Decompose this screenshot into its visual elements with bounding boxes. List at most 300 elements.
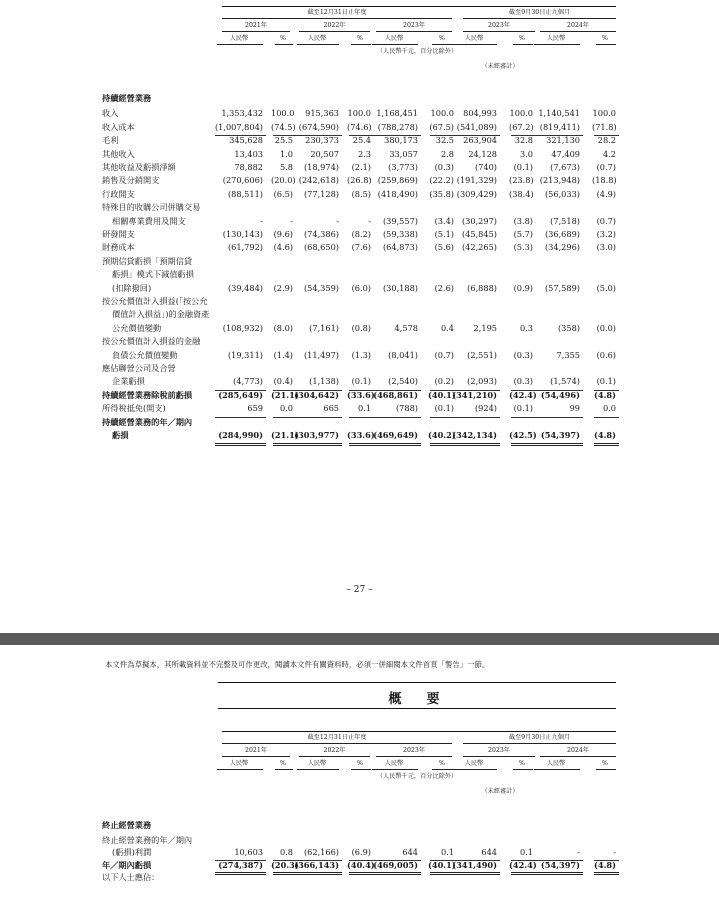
total-rule — [532, 443, 583, 446]
column-head-rule — [513, 44, 533, 45]
table-cell: 99 — [569, 403, 580, 414]
table-cell: 7,355 — [556, 349, 580, 360]
table-cell: (3.2) — [596, 229, 616, 239]
table-cell: 345,628 — [229, 135, 263, 146]
row-label: 終止經營業務的年／期內 — [102, 834, 193, 845]
total-rule — [273, 443, 296, 446]
table-cell: (924) — [474, 403, 497, 414]
table-cell: - — [336, 215, 339, 226]
total-rule — [215, 872, 266, 875]
table-cell: (213,948) — [539, 175, 580, 186]
row-label: 收入成本 — [102, 121, 135, 132]
table-cell: (42.4) — [509, 859, 537, 870]
row-label: 年／期內虧損 — [102, 859, 152, 870]
year-label: 2024年 — [567, 747, 589, 754]
table-cell: (74.5) — [271, 121, 296, 132]
total-rule — [370, 443, 421, 446]
row-label: 收入 — [102, 108, 119, 119]
table-cell: 47,409 — [551, 148, 580, 159]
table-cell: (788,278) — [377, 121, 418, 132]
table-cell: (35.8) — [429, 188, 454, 199]
subtotal-rule — [295, 417, 342, 418]
table-cell: (0.1) — [513, 162, 533, 172]
table-cell: (4.8) — [594, 859, 616, 870]
table-cell: (62,166) — [303, 847, 339, 858]
row-label: 其他收益及虧損淨額 — [102, 162, 176, 172]
year-rule — [222, 31, 290, 32]
table-cell: (285,649) — [218, 389, 263, 400]
table-cell: 33,057 — [389, 148, 418, 159]
table-cell: (18,974) — [303, 162, 339, 172]
table-cell: 3.0 — [519, 148, 533, 159]
table-cell: (74,386) — [303, 229, 339, 239]
table-cell: 24,128 — [468, 148, 497, 159]
total-rule — [451, 872, 500, 875]
total-rule — [532, 872, 583, 875]
header-rule — [222, 731, 616, 732]
table-cell: 20,507 — [310, 148, 339, 159]
subtotal-rule — [451, 417, 500, 418]
table-cell: (1,138) — [309, 376, 339, 387]
column-head: 人民幣 — [546, 35, 566, 42]
column-head-rule — [432, 769, 454, 770]
column-head: % — [439, 760, 445, 767]
period-fy-label: 截至12月31日止年度 — [307, 734, 367, 741]
column-head-rule — [534, 44, 580, 45]
units-note: （人民幣千元，百分比除外） — [376, 48, 458, 55]
column-head: 人民幣 — [384, 760, 404, 767]
table-cell: (67.2) — [509, 121, 534, 132]
period-9m-rule — [463, 18, 616, 19]
table-cell: 5.8 — [279, 162, 293, 172]
table-cell: (0.3) — [434, 162, 454, 172]
table-cell: 644 — [481, 847, 497, 858]
table-cell: (270,606) — [222, 175, 263, 186]
year-rule — [222, 756, 290, 757]
table-cell: (541,089) — [456, 121, 497, 132]
table-cell: (1,574) — [550, 376, 580, 387]
table-cell: (42,265) — [461, 242, 497, 253]
table-cell: (36,689) — [544, 229, 580, 239]
table-cell: 230,373 — [305, 135, 339, 146]
table-cell: (469,649) — [373, 430, 418, 440]
table-cell: (40.2) — [428, 430, 456, 440]
table-cell: (0.1) — [513, 403, 533, 414]
table-cell: (54,359) — [303, 282, 339, 293]
table-cell: (71.8) — [592, 121, 617, 132]
table-cell: (30,188) — [382, 282, 418, 293]
column-head-rule — [217, 44, 263, 45]
column-head-rule — [372, 769, 418, 770]
table-cell: (284,990) — [218, 430, 263, 440]
table-cell: (309,429) — [456, 188, 497, 199]
year-label: 2023年 — [403, 747, 425, 754]
column-head-rule — [275, 769, 293, 770]
total-rule — [594, 443, 619, 446]
table-cell: (61,792) — [227, 242, 263, 253]
table-cell: (59,338) — [382, 229, 418, 239]
table-cell: (4.9) — [596, 188, 616, 199]
column-head: % — [280, 35, 286, 42]
table-cell: (6.9) — [351, 847, 371, 858]
table-cell: 100.0 — [430, 108, 454, 119]
table-cell: (5.6) — [434, 242, 454, 253]
column-head-rule — [596, 769, 616, 770]
table-cell: (5.7) — [513, 229, 533, 239]
table-cell: (1.3) — [351, 349, 371, 360]
total-rule — [370, 872, 421, 875]
year-label: 2022年 — [323, 747, 346, 754]
table-cell: (30,297) — [461, 215, 497, 226]
column-head: % — [519, 35, 525, 42]
table-cell: (0.4) — [273, 376, 293, 387]
section-heading: 終止經營業務 — [102, 820, 152, 830]
row-label: 公允價值變動 — [112, 322, 162, 333]
year-rule — [376, 756, 452, 757]
column-head: % — [280, 760, 286, 767]
table-cell: - — [260, 215, 263, 226]
row-label: 價值計入損益」)的金融資產 — [112, 309, 210, 320]
header-rule — [222, 6, 616, 7]
subtotal-rule — [215, 417, 266, 418]
year-rule — [376, 31, 452, 32]
table-cell: (0.0) — [596, 322, 616, 333]
table-cell: 100.0 — [347, 108, 371, 119]
row-label: (扣除撥回) — [112, 282, 152, 293]
total-rule — [295, 443, 342, 446]
year-label: 2024年 — [567, 22, 589, 29]
table-cell: 25.5 — [274, 135, 293, 146]
column-head-rule — [432, 44, 454, 45]
table-cell: (469,005) — [373, 859, 418, 870]
column-head-rule — [453, 44, 497, 45]
table-cell: (0.1) — [434, 403, 454, 414]
table-cell: 0.0 — [602, 403, 616, 414]
table-cell: (2.9) — [273, 282, 293, 293]
table-cell: 804,993 — [463, 108, 497, 119]
table-cell: (7,673) — [550, 162, 580, 172]
row-label: 持續經營業務的年／期內 — [102, 416, 193, 427]
table-cell: 100.0 — [592, 108, 616, 119]
table-cell: (468,861) — [373, 389, 418, 400]
unaudited-note: （未經審計） — [481, 63, 519, 70]
table-cell: (7,161) — [309, 322, 339, 333]
table-cell: - — [368, 215, 371, 226]
column-head-rule — [351, 769, 371, 770]
table-cell: (19,311) — [227, 349, 263, 360]
table-cell: (366,143) — [294, 859, 339, 870]
row-label: 預期信貸虧損「預期信貸 — [102, 255, 193, 266]
table-cell: (34,296) — [544, 242, 580, 253]
subtotal-rule — [594, 417, 619, 418]
column-head: 人民幣 — [307, 760, 327, 767]
table-cell: 0.1 — [519, 847, 533, 858]
table-cell: (740) — [474, 162, 497, 172]
table-cell: (0.2) — [434, 376, 454, 387]
row-label: 毛利 — [102, 135, 119, 146]
table-cell: (68,650) — [303, 242, 339, 253]
year-rule — [299, 31, 370, 32]
year-rule — [540, 31, 616, 32]
row-label: 特殊目的收購公司併購交易 — [102, 202, 201, 213]
total-rule — [295, 872, 342, 875]
table-cell: (4.6) — [273, 242, 293, 253]
table-cell: (56,033) — [544, 188, 580, 199]
table-cell: (18.8) — [592, 175, 617, 186]
table-cell: (64,873) — [382, 242, 418, 253]
row-label: 持續經營業務除稅前虧損 — [102, 389, 193, 400]
table-cell: (303,977) — [294, 430, 339, 440]
table-cell: (54,397) — [540, 859, 580, 870]
table-cell: 659 — [247, 403, 263, 414]
table-cell: 10,603 — [234, 847, 263, 858]
table-cell: (0.3) — [513, 349, 533, 360]
table-cell: 380,173 — [384, 135, 418, 146]
row-label: 財務成本 — [102, 242, 135, 253]
table-cell: 263,904 — [463, 135, 497, 146]
table-cell: (0.6) — [596, 349, 616, 360]
period-9m-label: 截至9月30日止九個月 — [508, 9, 571, 16]
title-rule-top — [218, 682, 616, 683]
units-note: （人民幣千元，百分比除外） — [376, 773, 458, 780]
table-cell: (191,329) — [456, 175, 497, 186]
subtotal-rule — [532, 417, 583, 418]
table-cell: 32.5 — [435, 135, 454, 146]
table-cell: 2.8 — [440, 148, 454, 159]
table-cell: 0.0 — [279, 403, 293, 414]
period-fy-rule — [222, 18, 452, 19]
table-cell: (8.5) — [351, 188, 371, 199]
subtotal-rule — [273, 417, 296, 418]
table-cell: 4,578 — [394, 322, 418, 333]
title-rule-bottom — [218, 708, 616, 709]
year-rule — [463, 756, 535, 757]
table-cell: (40.1) — [428, 389, 456, 400]
column-head: 人民幣 — [307, 35, 327, 42]
table-cell: (0.9) — [513, 282, 533, 293]
table-cell: (54,397) — [540, 430, 580, 440]
table-cell: (0.7) — [596, 215, 616, 226]
row-label: 銷售及分銷開支 — [102, 175, 160, 186]
table-cell: (819,411) — [539, 121, 580, 132]
table-cell: (20.0) — [271, 175, 296, 186]
row-label: 以下人士應佔： — [102, 872, 160, 883]
table-cell: (342,134) — [452, 430, 497, 440]
table-cell: 2,195 — [473, 322, 497, 333]
table-cell: (6.5) — [273, 188, 293, 199]
table-cell: (39,557) — [382, 215, 418, 226]
column-head-rule — [297, 44, 339, 45]
table-cell: (40.1) — [428, 859, 456, 870]
year-label: 2021年 — [245, 747, 267, 754]
period-9m-label: 截至9月30日止九個月 — [508, 734, 571, 741]
row-label: (虧損)利潤 — [112, 847, 152, 858]
column-head: 人民幣 — [384, 35, 404, 42]
table-cell: (3.0) — [596, 242, 616, 253]
table-cell: (42.5) — [509, 430, 537, 440]
period-9m-rule — [463, 743, 616, 744]
table-cell: (674,590) — [298, 121, 339, 132]
table-cell: (7,518) — [550, 215, 580, 226]
column-head-rule — [351, 44, 371, 45]
table-cell: 13,403 — [234, 148, 263, 159]
column-head: 人民幣 — [464, 760, 484, 767]
table-cell: 665 — [323, 403, 339, 414]
table-cell: 78,882 — [234, 162, 263, 172]
page-title: 概 要 — [388, 692, 446, 707]
table-cell: 1.0 — [279, 148, 293, 159]
table-cell: (67.5) — [429, 121, 454, 132]
row-label: 行政開支 — [102, 188, 135, 199]
column-head: 人民幣 — [229, 35, 249, 42]
table-cell: (1.4) — [273, 349, 293, 360]
column-head-rule — [596, 44, 616, 45]
column-head: % — [602, 35, 608, 42]
table-cell: (40.4) — [347, 859, 375, 870]
table-cell: (3.8) — [513, 215, 533, 226]
table-cell: 32.8 — [514, 135, 533, 146]
year-rule — [299, 756, 370, 757]
row-label: 企業虧損 — [112, 376, 145, 387]
table-cell: 321,130 — [546, 135, 580, 146]
table-cell: (341,490) — [452, 859, 497, 870]
row-label: 按公允價值計入損益的金融 — [102, 336, 201, 347]
table-cell: (22.2) — [429, 175, 454, 186]
table-cell: (3.4) — [434, 215, 454, 226]
year-label: 2021年 — [245, 22, 267, 29]
column-head: % — [439, 35, 445, 42]
table-cell: 100.0 — [509, 108, 533, 119]
table-cell: (39,484) — [227, 282, 263, 293]
table-cell: (2,093) — [467, 376, 497, 387]
table-cell: (259,869) — [377, 175, 418, 186]
section-heading: 持續經營業務 — [102, 93, 152, 103]
unaudited-note: （未經審計） — [481, 788, 519, 795]
table-cell: (0.1) — [596, 376, 616, 387]
table-cell: (2.1) — [351, 162, 371, 172]
year-rule — [463, 31, 535, 32]
table-cell: (9.6) — [273, 229, 293, 239]
period-fy-label: 截至12月31日止年度 — [307, 9, 367, 16]
table-cell: (0.7) — [596, 162, 616, 172]
table-cell: (8,041) — [388, 349, 418, 360]
document-page-summary — [0, 645, 719, 902]
table-cell: 100.0 — [271, 108, 295, 119]
row-label: 其他收入 — [102, 148, 135, 159]
row-label: 相關專業費用及開支 — [112, 215, 186, 226]
table-cell: 915,363 — [305, 108, 339, 119]
table-cell: (77,128) — [303, 188, 339, 199]
table-cell: (6,888) — [467, 282, 497, 293]
year-label: 2023年 — [488, 747, 510, 754]
total-rule — [451, 443, 500, 446]
table-cell: 1,168,451 — [376, 108, 418, 119]
row-label: 按公允價值計入損益(「按公允 — [102, 296, 208, 306]
column-head: % — [357, 760, 363, 767]
draft-notice: 本文件為草擬本，其所載資料並不完整及可作更改，閱讀本文件有關資料時，必須一併細閱本文件首頁「警告」一節。 — [105, 660, 490, 669]
table-cell: (5.3) — [513, 242, 533, 253]
table-cell: (341,210) — [452, 389, 497, 400]
total-rule — [273, 872, 296, 875]
page-separator — [0, 633, 719, 645]
table-cell: 28.2 — [597, 135, 616, 146]
total-rule — [594, 872, 619, 875]
table-cell: (4.8) — [594, 430, 616, 440]
table-cell: (0.7) — [434, 349, 454, 360]
table-cell: (304,642) — [294, 389, 339, 400]
table-cell: - — [290, 215, 293, 226]
table-cell: (26.8) — [347, 175, 372, 186]
year-label: 2023年 — [403, 22, 425, 29]
row-label: 虧損 — [112, 430, 129, 440]
table-cell: (38.4) — [509, 188, 534, 199]
year-label: 2023年 — [488, 22, 510, 29]
subtotal-rule — [370, 417, 421, 418]
table-cell: (5.1) — [434, 229, 454, 239]
table-cell: (7.6) — [351, 242, 371, 253]
table-cell: 2.3 — [357, 148, 371, 159]
column-head-rule — [297, 769, 339, 770]
table-cell: (1,007,804) — [214, 121, 263, 132]
total-rule — [215, 443, 266, 446]
column-head-rule — [217, 769, 263, 770]
table-cell: (33.6) — [347, 430, 375, 440]
table-cell: - — [613, 847, 616, 858]
table-cell: 0.8 — [279, 847, 293, 858]
table-cell: (21.1) — [271, 389, 299, 400]
table-cell: 0.4 — [440, 322, 454, 333]
table-cell: (6.0) — [351, 282, 371, 293]
table-cell: (242,618) — [298, 175, 339, 186]
column-head-rule — [453, 769, 497, 770]
table-cell: (42.4) — [509, 389, 537, 400]
table-cell: (11,497) — [303, 349, 339, 360]
table-cell: 0.3 — [519, 322, 533, 333]
table-cell: (8.0) — [273, 322, 293, 333]
table-cell: (418,490) — [377, 188, 418, 199]
column-head: % — [602, 760, 608, 767]
table-cell: - — [577, 847, 580, 858]
table-cell: (2.6) — [434, 282, 454, 293]
column-head: % — [519, 760, 525, 767]
table-cell: 1,140,541 — [538, 108, 580, 119]
table-cell: (0.8) — [351, 322, 371, 333]
table-cell: (74.6) — [347, 121, 372, 132]
row-label: 所得稅抵免(開支) — [102, 403, 166, 414]
row-label: 負債公允價值變動 — [112, 349, 178, 360]
table-cell: 0.1 — [357, 403, 371, 414]
column-head-rule — [534, 769, 580, 770]
table-cell: (20.3) — [271, 859, 299, 870]
column-head: % — [357, 35, 363, 42]
table-cell: (108,932) — [222, 322, 263, 333]
table-cell: (8.2) — [351, 229, 371, 239]
column-head-rule — [275, 44, 293, 45]
column-head-rule — [513, 769, 533, 770]
row-label: 研發開支 — [102, 229, 135, 239]
row-label: 應佔聯營公司及合營 — [102, 363, 176, 373]
row-label: 虧損」模式下減值虧損 — [112, 269, 194, 280]
table-cell: (54,496) — [540, 389, 580, 400]
table-cell: (3,773) — [388, 162, 418, 172]
column-head-rule — [372, 44, 418, 45]
table-cell: 4.2 — [602, 148, 616, 159]
table-cell: 25.4 — [352, 135, 371, 146]
year-rule — [540, 756, 616, 757]
table-cell: (21.1) — [271, 430, 299, 440]
table-cell: (130,143) — [222, 229, 263, 239]
table-cell: (45,845) — [461, 229, 497, 239]
